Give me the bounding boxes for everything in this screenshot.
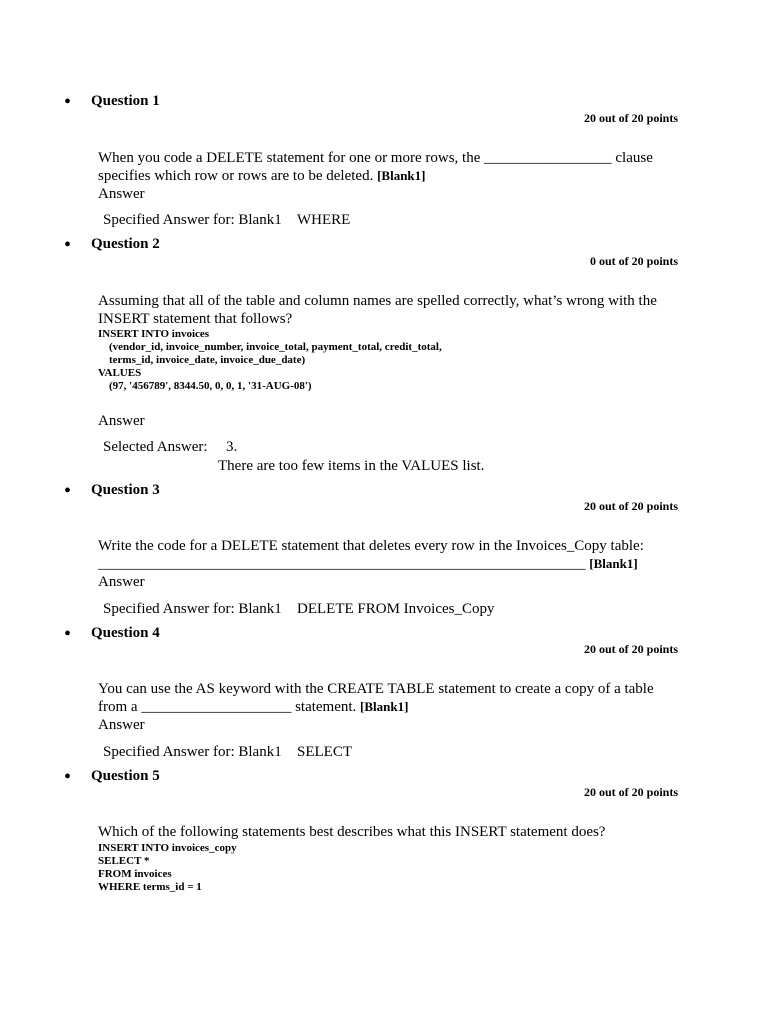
question-2-code-line2: (vendor_id, invoice_number, invoice_total, payment_total, credit_total, [98, 341, 442, 353]
question-1-points: 20 out of 20 points [583, 111, 678, 125]
question-1-answer-value: WHERE [297, 212, 351, 228]
question-2-code-line3: terms_id, invoice_date, invoice_due_date) [98, 354, 306, 366]
bullet-q4: • [64, 623, 72, 645]
question-5-code-line2: SELECT * [98, 855, 150, 867]
question-2-text-line2: INSERT statement that follows? [98, 311, 293, 327]
question-3-blank-tag: [Blank1] [589, 556, 638, 571]
question-3-answer-value: DELETE FROM Invoices_Copy [297, 601, 495, 617]
question-1-text-line2-body: specifies which row or rows are to be deleted. [98, 168, 374, 184]
question-1-text-line2 [98, 167, 425, 185]
question-1-title: Question 1 [91, 93, 160, 109]
question-1-answer-label: Answer [98, 186, 145, 202]
question-4-text-line2 [98, 698, 408, 716]
bullet-q1: • [64, 91, 72, 113]
question-1-blank-tag: [Blank1] [377, 168, 426, 183]
question-5-code-line1: INSERT INTO invoices_copy [98, 842, 237, 854]
question-2-title: Question 2 [91, 236, 160, 252]
question-4-title: Question 4 [91, 625, 160, 641]
question-3-answer-prefix: Specified Answer for: Blank1 [103, 601, 282, 617]
question-3-text-line2 [98, 555, 638, 573]
question-2-selected-text: There are too few items in the VALUES list. [218, 458, 485, 474]
question-4-points: 20 out of 20 points [583, 642, 678, 656]
question-4-blank-tag: [Blank1] [360, 699, 409, 714]
question-5-points: 20 out of 20 points [583, 785, 678, 799]
question-4-answer-prefix: Specified Answer for: Blank1 [103, 744, 282, 760]
question-2-selected-label: Selected Answer: [103, 439, 208, 455]
question-3-blank-line: _________________________________________________________________ [98, 556, 586, 572]
question-2-answer-label: Answer [98, 413, 145, 429]
question-2-text-line1: Assuming that all of the table and column names are spelled correctly, what’s wrong with the [98, 293, 657, 309]
question-4-text-line2-body: from a ____________________ statement. [98, 699, 357, 715]
question-1-answer-prefix: Specified Answer for: Blank1 [103, 212, 282, 228]
question-5-text-line1: Which of the following statements best describes what this INSERT statement does? [98, 824, 606, 840]
question-3-points: 20 out of 20 points [583, 499, 678, 513]
question-2-points: 0 out of 20 points [589, 254, 678, 268]
question-2-selected-number: 3. [226, 439, 238, 455]
question-5-code-line3: FROM invoices [98, 868, 172, 880]
question-4-text-line1: You can use the AS keyword with the CREATE TABLE statement to create a copy of a table [98, 681, 654, 697]
question-1-text-line1: When you code a DELETE statement for one or more rows, the _________________ clause [98, 150, 653, 166]
question-2-code-line1: INSERT INTO invoices [98, 328, 210, 340]
question-3-title: Question 3 [91, 482, 160, 498]
question-3-answer-label: Answer [98, 574, 145, 590]
question-5-title: Question 5 [91, 768, 160, 784]
question-3-text-line1: Write the code for a DELETE statement that deletes every row in the Invoices_Copy table: [98, 538, 644, 554]
question-2-code-line5: (97, '456789', 8344.50, 0, 0, 1, '31-AUG-08') [98, 380, 312, 392]
bullet-q2: • [64, 234, 72, 256]
bullet-q3: • [64, 480, 72, 502]
question-2-code-line4: VALUES [98, 367, 142, 379]
question-5-code-line4: WHERE terms_id = 1 [98, 881, 202, 893]
bullet-q5: • [64, 766, 72, 788]
question-4-answer-label: Answer [98, 717, 145, 733]
question-4-answer-value: SELECT [297, 744, 352, 760]
